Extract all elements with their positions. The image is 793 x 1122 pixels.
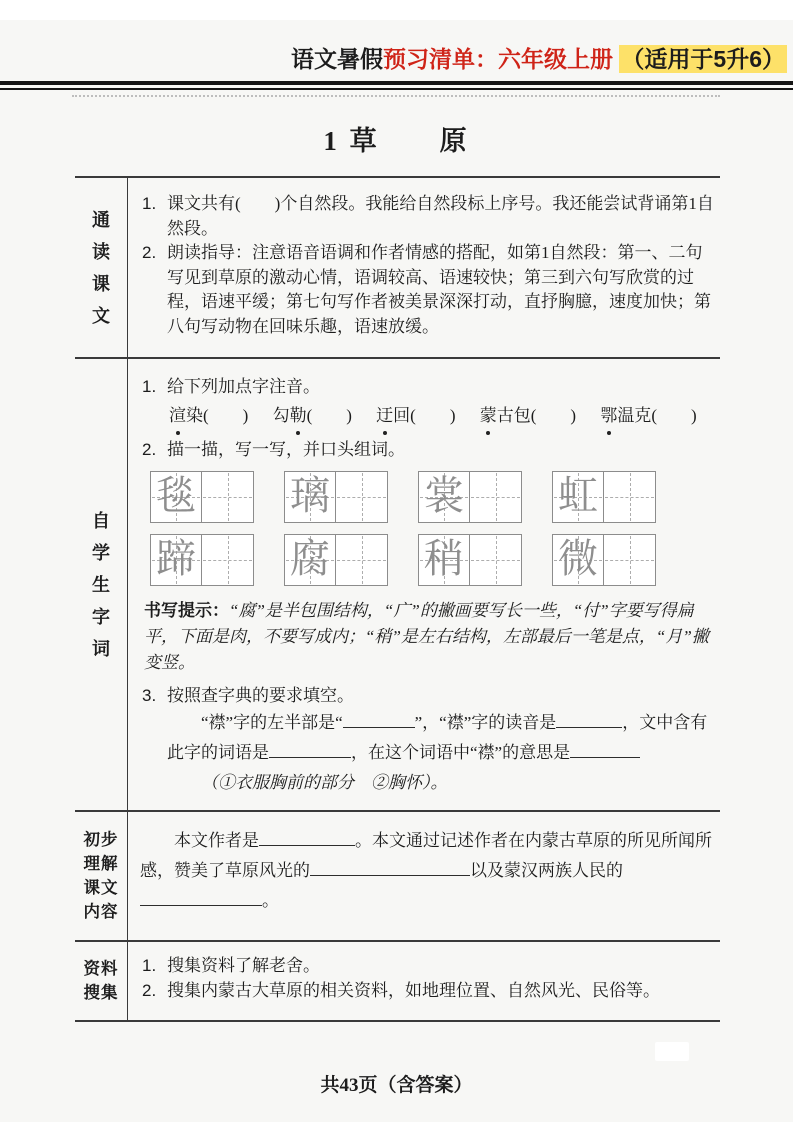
tianzige-cell-empty: [336, 534, 388, 586]
writing-tips-label: 书写提示：: [144, 600, 229, 620]
label-char: 学: [92, 542, 110, 563]
fill-seg: ，文中含有此字的词语是: [167, 713, 708, 762]
fill-blank: [570, 740, 640, 758]
item-text: 给下列加点字注音。: [167, 377, 320, 396]
trace-character: 稍: [424, 536, 464, 582]
fill-seg: 。本文通过记述作者在内蒙古草原的所见所闻所感，赞美了草原风光的: [140, 831, 712, 880]
header-dotted-rule: [72, 95, 720, 97]
character-writing-grids: [150, 471, 698, 586]
item-text: 朗读指导：注意语音语调和作者情感的搭配，如第1自然段：第一、二句写见到草原的激动心情，语调较高、语速较快；第三到六句写欣赏的过程，语速平缓；第七句写作者被美景深深打动，直抒胸臆，速度加快；第八句写动物在回味乐趣，语速放缓。: [167, 243, 711, 336]
item-number: 3.: [142, 685, 157, 705]
lesson-title: 1 草 原: [323, 126, 470, 156]
answer-paren: ( ): [530, 405, 577, 425]
item-text: 按照查字典的要求填空。: [167, 685, 354, 705]
item-number: 2.: [142, 243, 157, 262]
row-content-material-collection: [128, 942, 720, 1020]
row-content-initial-understanding: [128, 812, 720, 940]
header-highlight-badge: （适用于5升6）: [621, 46, 785, 72]
fill-seg: 以及蒙汉两族人民的: [470, 861, 623, 880]
tianzige-cell: [418, 471, 470, 523]
tianzige-cell-empty: [202, 534, 254, 586]
trace-character: 腐: [290, 536, 330, 582]
pinyin-word-xuanran: [169, 406, 248, 425]
item-number: 2.: [142, 980, 157, 1000]
tianzige-cell: [552, 471, 604, 523]
label-line: 初步: [83, 831, 119, 849]
fill-seg: 本文作者是: [174, 831, 259, 850]
answer-paren: ( ): [203, 405, 249, 425]
answer-paren: ( ): [306, 405, 352, 425]
item-number: 1.: [142, 194, 157, 213]
label-line: 搜集: [83, 984, 119, 1002]
dotted-char: 渲: [169, 404, 186, 429]
tianzige-cell: [418, 534, 470, 586]
item-text: 描一描，写一写，并口头组词。: [167, 440, 405, 459]
writing-tips: [144, 598, 717, 676]
tianzige-cell: [150, 534, 202, 586]
row-content-read-text: [128, 178, 720, 357]
tianzige-cell-empty: [604, 471, 656, 523]
item-number: 2.: [142, 440, 157, 459]
words-question-1: [140, 375, 717, 400]
row-label-self-study-words: [75, 359, 128, 810]
tianzige-cell-empty: [202, 471, 254, 523]
grid-block: [552, 471, 656, 523]
page-footer: 共43页（含答案）: [320, 1075, 473, 1096]
read-text-item-1: [140, 192, 716, 241]
label-char: 自: [92, 510, 110, 531]
trace-character: 微: [558, 536, 598, 582]
dictionary-fill-paragraph: [167, 708, 717, 798]
pinyin-exercise-line: [142, 404, 717, 429]
page-header: [0, 44, 793, 74]
page-top-margin: [0, 0, 793, 20]
header-subject-text: 语文暑假: [291, 46, 384, 72]
label-char: 通: [92, 209, 110, 230]
header-red-text: 预习清单：六年级上册: [383, 46, 614, 72]
tianzige-cell-empty: [336, 471, 388, 523]
row-content-self-study-words: [128, 359, 721, 810]
fill-blank: [310, 858, 470, 876]
fill-blank: [556, 710, 622, 728]
pinyin-word-menggubao: [480, 406, 576, 425]
label-line: 课文: [83, 879, 119, 897]
collection-item-2: [140, 979, 716, 1004]
tianzige-cell-empty: [470, 534, 522, 586]
item-number: 1.: [142, 377, 157, 396]
word-rest: 染: [186, 405, 203, 425]
label-line: 内容: [83, 903, 119, 921]
read-text-item-2: [140, 241, 716, 339]
trace-character: 虹: [558, 473, 598, 519]
label-line: 资料: [83, 960, 119, 978]
words-question-2: [140, 438, 717, 463]
item-text: 课文共有( )个自然段。我能给自然段标上序号。我还能尝试背诵第1自然段。: [167, 194, 714, 238]
grid-block: [418, 534, 522, 586]
item-text: 搜集资料了解老舍。: [167, 956, 320, 975]
item-text: 搜集内蒙古大草原的相关资料，如地理位置、自然风光、民俗等。: [167, 980, 660, 1000]
fill-blank: [140, 888, 262, 906]
tianzige-cell: [284, 534, 336, 586]
word-rest: 古包: [496, 405, 531, 425]
preview-checklist-table: [75, 176, 720, 1022]
label-char: 文: [92, 305, 110, 326]
row-self-study-words: [75, 357, 720, 810]
tianzige-cell: [552, 534, 604, 586]
row-read-text: [75, 176, 720, 357]
item-number: 1.: [142, 956, 157, 975]
row-initial-understanding: [75, 810, 720, 940]
label-line: 理解: [83, 855, 119, 873]
grid-block: [418, 471, 522, 523]
label-char: 课: [92, 273, 110, 294]
fill-seg: 。: [262, 891, 279, 910]
row-label-initial-understanding: [75, 812, 128, 940]
row-material-collection: [75, 940, 720, 1020]
label-char: 读: [92, 241, 110, 262]
writing-tips-text: “腐”是半包围结构，“广”的撇画要写长一些，“付”字要写得扁平，下面是肉，不要写成内；“稍”是左右结构，左部最后一笔是点，“月”撇变竖。: [144, 600, 709, 672]
row-label-read-text: [75, 178, 128, 357]
pinyin-word-yuhui: [376, 406, 455, 425]
fill-seg: ，在这个词语中“襟”的意思是: [351, 743, 571, 762]
trace-character: 裳: [424, 473, 464, 519]
pinyin-word-ewenke: [600, 406, 696, 425]
grid-block: [284, 534, 388, 586]
meaning-options: （①衣服胸前的部分 ②胸怀）。: [201, 773, 448, 792]
row-label-material-collection: [75, 942, 128, 1020]
dotted-char: 鄂: [600, 404, 617, 429]
dotted-char: 勒: [290, 404, 307, 429]
tianzige-cell: [284, 471, 336, 523]
fill-blank: [259, 828, 355, 846]
label-char: 生: [92, 574, 110, 595]
fill-blank: [269, 740, 351, 758]
trace-character: 毯: [156, 473, 196, 519]
tianzige-cell-empty: [604, 534, 656, 586]
word-rest: 勾: [272, 405, 290, 425]
word-rest: 回: [393, 405, 411, 425]
answer-paren: ( ): [651, 405, 697, 425]
grid-block: [150, 534, 254, 586]
watermark-blank-patch: [655, 1042, 689, 1061]
pinyin-word-goule: [273, 406, 352, 425]
label-char: 词: [92, 638, 110, 659]
tianzige-cell: [150, 471, 202, 523]
summary-fill-paragraph: [140, 826, 716, 916]
word-rest: 温克: [617, 405, 652, 425]
grid-block: [552, 534, 656, 586]
label-char: 字: [92, 606, 110, 627]
grid-block: [150, 471, 254, 523]
fill-seg: “襟”字的左半部是“: [201, 713, 343, 732]
answer-paren: ( ): [410, 405, 456, 425]
fill-blank: [343, 710, 415, 728]
words-question-3: [140, 684, 717, 799]
header-double-rule: [0, 81, 793, 90]
dotted-char: 蒙: [480, 404, 497, 429]
trace-character: 蹄: [156, 536, 196, 582]
grid-block: [284, 471, 388, 523]
dotted-char: 迂: [376, 404, 393, 429]
fill-seg: ”，“襟”字的读音是: [414, 713, 557, 732]
trace-character: 璃: [290, 473, 330, 519]
tianzige-cell-empty: [470, 471, 522, 523]
collection-item-1: [140, 954, 716, 979]
